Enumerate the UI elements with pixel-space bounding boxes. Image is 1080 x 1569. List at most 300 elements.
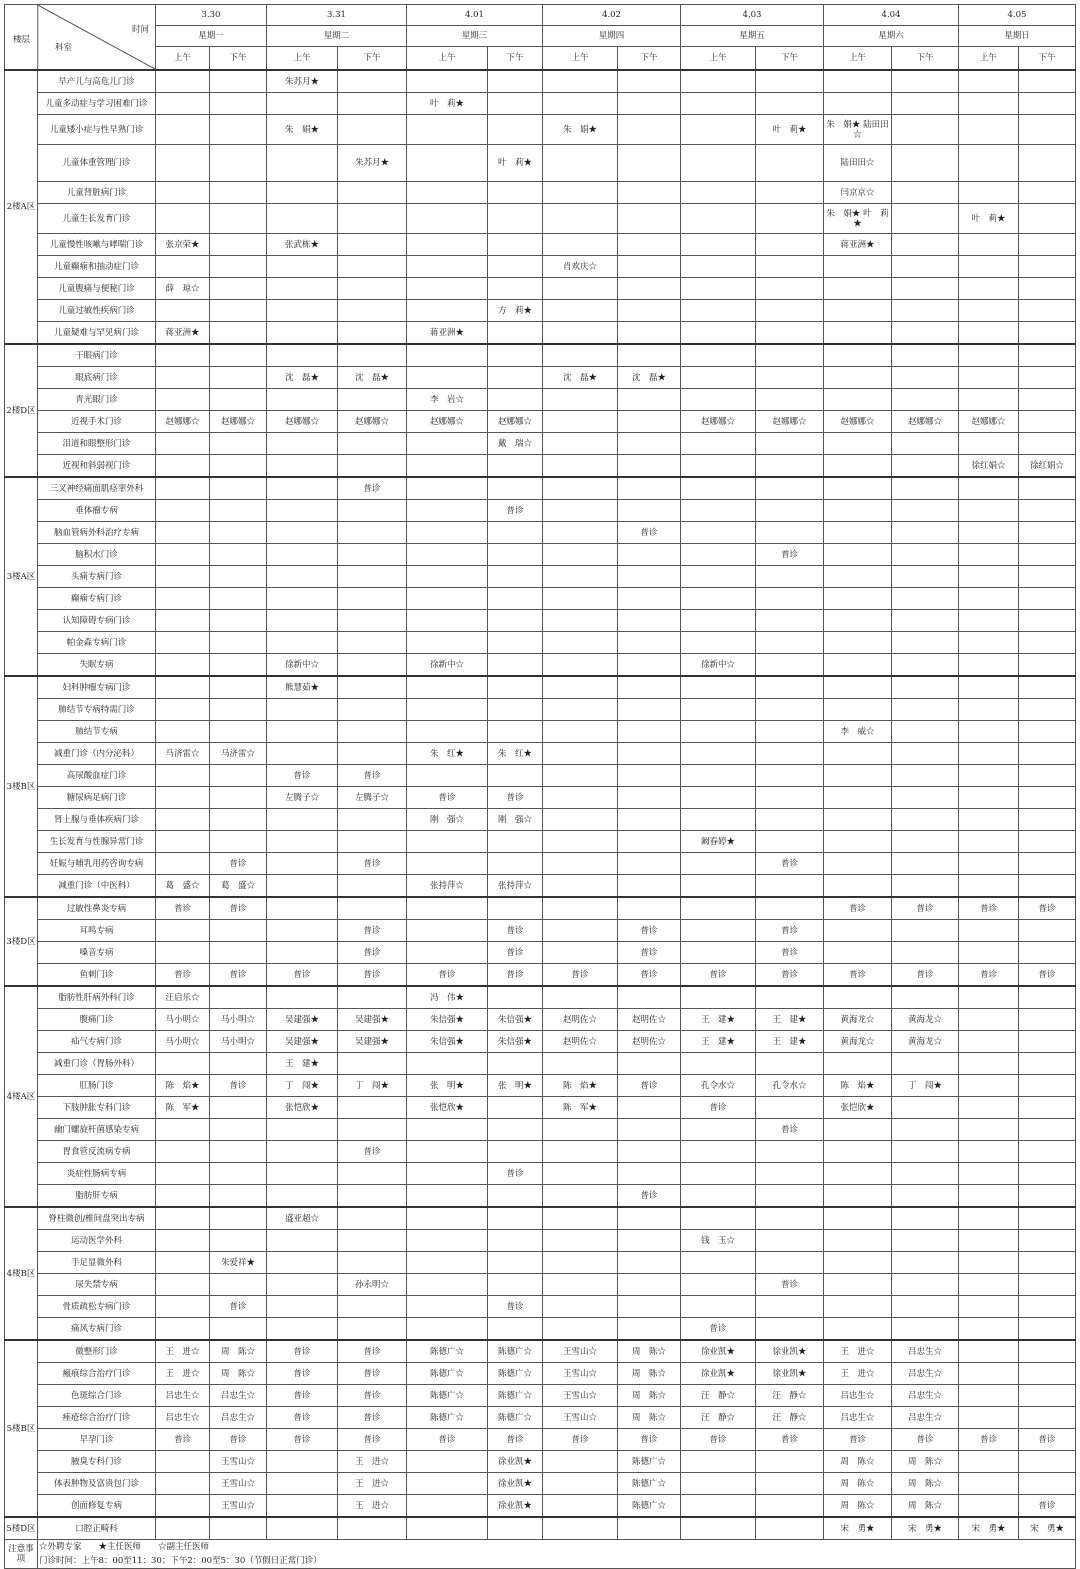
am-doctor-cell bbox=[543, 544, 618, 566]
schedule-header bbox=[5, 5, 1076, 71]
am-doctor-cell bbox=[267, 1451, 338, 1473]
am-doctor-cell: 普诊 bbox=[681, 1429, 756, 1451]
pm-doctor-cell bbox=[892, 1163, 959, 1185]
weekday-header: 星期五 bbox=[681, 26, 824, 47]
pm-doctor-cell bbox=[210, 676, 267, 699]
department-name: 三叉神经痛面肌痉挛外科 bbox=[38, 477, 156, 500]
am-doctor-cell: 张恺欣★ bbox=[267, 1097, 338, 1119]
am-doctor-cell: 普诊 bbox=[407, 1429, 488, 1451]
pm-doctor-cell bbox=[488, 1119, 543, 1141]
am-doctor-cell: 赵明佐☆ bbox=[543, 1009, 618, 1031]
pm-doctor-cell bbox=[210, 986, 267, 1009]
am-doctor-cell bbox=[156, 1296, 210, 1318]
pm-doctor-cell bbox=[1019, 278, 1076, 300]
department-name: 早孕门诊 bbox=[38, 1429, 156, 1451]
pm-doctor-cell: 普诊 bbox=[488, 964, 543, 987]
schedule-row bbox=[5, 654, 1076, 677]
am-doctor-cell bbox=[959, 986, 1019, 1009]
am-doctor-cell bbox=[543, 322, 618, 345]
am-doctor-cell bbox=[156, 522, 210, 544]
pm-doctor-cell bbox=[892, 300, 959, 322]
am-doctor-cell: 陈德广☆ bbox=[407, 1385, 488, 1407]
pm-doctor-cell bbox=[618, 256, 681, 278]
am-doctor-cell: 张恺欣★ bbox=[824, 1097, 892, 1119]
pm-doctor-cell bbox=[210, 145, 267, 182]
pm-doctor-cell bbox=[756, 300, 824, 322]
pm-doctor-cell bbox=[756, 875, 824, 898]
pm-doctor-cell bbox=[210, 256, 267, 278]
pm-doctor-cell bbox=[756, 897, 824, 920]
department-name: 儿童生长发育门诊 bbox=[38, 204, 156, 234]
am-doctor-cell bbox=[681, 522, 756, 544]
am-doctor-cell bbox=[156, 182, 210, 204]
pm-header: 下午 bbox=[1019, 47, 1076, 71]
pm-doctor-cell: 吕忠生☆ bbox=[892, 1340, 959, 1363]
am-doctor-cell bbox=[543, 743, 618, 765]
am-doctor-cell bbox=[267, 433, 338, 455]
pm-doctor-cell bbox=[488, 1053, 543, 1075]
am-doctor-cell bbox=[824, 986, 892, 1009]
schedule-row bbox=[5, 367, 1076, 389]
am-doctor-cell bbox=[824, 920, 892, 942]
am-doctor-cell bbox=[959, 875, 1019, 898]
pm-doctor-cell bbox=[488, 477, 543, 500]
date-header: 4.03 bbox=[681, 5, 824, 26]
pm-doctor-cell bbox=[1019, 1075, 1076, 1097]
am-doctor-cell bbox=[681, 1141, 756, 1163]
schedule-body bbox=[5, 70, 1076, 1540]
am-doctor-cell bbox=[681, 145, 756, 182]
pm-doctor-cell bbox=[618, 566, 681, 588]
pm-doctor-cell bbox=[618, 1252, 681, 1274]
am-doctor-cell bbox=[959, 1495, 1019, 1518]
am-doctor-cell: 徐业凯★ bbox=[681, 1363, 756, 1385]
am-doctor-cell bbox=[156, 1252, 210, 1274]
am-doctor-cell bbox=[959, 1296, 1019, 1318]
am-doctor-cell: 宋 勇★ bbox=[959, 1517, 1019, 1540]
pm-doctor-cell bbox=[488, 566, 543, 588]
pm-doctor-cell: 孙永明☆ bbox=[338, 1274, 407, 1296]
pm-doctor-cell bbox=[488, 344, 543, 367]
am-doctor-cell: 普诊 bbox=[959, 1429, 1019, 1451]
pm-doctor-cell: 普诊 bbox=[756, 942, 824, 964]
am-doctor-cell bbox=[681, 1296, 756, 1318]
am-doctor-cell: 王 建★ bbox=[267, 1053, 338, 1075]
pm-doctor-cell: 徐业凯★ bbox=[756, 1340, 824, 1363]
pm-doctor-cell: 周 陈☆ bbox=[892, 1473, 959, 1495]
am-doctor-cell bbox=[681, 278, 756, 300]
pm-doctor-cell bbox=[1019, 1185, 1076, 1208]
am-doctor-cell bbox=[824, 93, 892, 115]
am-doctor-cell: 沈 磊★ bbox=[267, 367, 338, 389]
pm-doctor-cell bbox=[618, 300, 681, 322]
department-name: 近视和斜弱视门诊 bbox=[38, 455, 156, 478]
schedule-row bbox=[5, 743, 1076, 765]
department-name: 儿童多动症与学习困难门诊 bbox=[38, 93, 156, 115]
schedule-row bbox=[5, 322, 1076, 345]
am-doctor-cell bbox=[543, 875, 618, 898]
schedule-row bbox=[5, 853, 1076, 875]
am-doctor-cell bbox=[543, 566, 618, 588]
schedule-row bbox=[5, 1097, 1076, 1119]
department-name: 运动医学外科 bbox=[38, 1230, 156, 1252]
pm-doctor-cell: 普诊 bbox=[338, 1340, 407, 1363]
pm-doctor-cell bbox=[618, 1053, 681, 1075]
schedule-row bbox=[5, 93, 1076, 115]
pm-doctor-cell: 方 莉★ bbox=[488, 300, 543, 322]
am-doctor-cell bbox=[407, 1318, 488, 1341]
am-doctor-cell bbox=[267, 204, 338, 234]
am-doctor-cell bbox=[156, 853, 210, 875]
pm-doctor-cell bbox=[488, 986, 543, 1009]
pm-doctor-cell: 普诊 bbox=[338, 1407, 407, 1429]
am-doctor-cell bbox=[156, 1318, 210, 1341]
pm-doctor-cell: 普诊 bbox=[618, 942, 681, 964]
pm-doctor-cell bbox=[892, 115, 959, 145]
pm-doctor-cell: 赵明佐☆ bbox=[618, 1009, 681, 1031]
am-doctor-cell bbox=[959, 654, 1019, 677]
am-doctor-cell bbox=[681, 1517, 756, 1540]
am-doctor-cell: 蒋亚洲★ bbox=[407, 322, 488, 345]
department-name: 早产儿与高危儿门诊 bbox=[38, 70, 156, 93]
pm-doctor-cell bbox=[210, 322, 267, 345]
pm-doctor-cell bbox=[210, 204, 267, 234]
am-header: 上午 bbox=[824, 47, 892, 71]
am-doctor-cell bbox=[959, 920, 1019, 942]
pm-doctor-cell bbox=[210, 115, 267, 145]
pm-doctor-cell: 普诊 bbox=[338, 1429, 407, 1451]
am-doctor-cell: 王雪山☆ bbox=[543, 1363, 618, 1385]
pm-doctor-cell bbox=[1019, 1053, 1076, 1075]
am-doctor-cell bbox=[156, 1274, 210, 1296]
pm-doctor-cell bbox=[1019, 676, 1076, 699]
pm-doctor-cell bbox=[338, 544, 407, 566]
am-doctor-cell bbox=[267, 544, 338, 566]
am-doctor-cell bbox=[959, 1363, 1019, 1385]
pm-doctor-cell bbox=[892, 367, 959, 389]
pm-doctor-cell: 陈德广☆ bbox=[618, 1451, 681, 1473]
am-doctor-cell: 吴建强★ bbox=[267, 1031, 338, 1053]
am-doctor-cell bbox=[824, 1252, 892, 1274]
pm-doctor-cell bbox=[756, 455, 824, 478]
am-doctor-cell: 吴建强★ bbox=[267, 1009, 338, 1031]
schedule-row bbox=[5, 1407, 1076, 1429]
pm-doctor-cell bbox=[1019, 1473, 1076, 1495]
am-doctor-cell bbox=[543, 500, 618, 522]
pm-doctor-cell: 普诊 bbox=[756, 920, 824, 942]
pm-doctor-cell: 吕忠生☆ bbox=[210, 1407, 267, 1429]
schedule-row bbox=[5, 1451, 1076, 1473]
department-name: 帕金森专病门诊 bbox=[38, 632, 156, 654]
pm-doctor-cell bbox=[756, 70, 824, 93]
pm-doctor-cell bbox=[210, 300, 267, 322]
pm-doctor-cell: 徐业凯★ bbox=[756, 1363, 824, 1385]
am-doctor-cell bbox=[267, 1274, 338, 1296]
pm-doctor-cell: 普诊 bbox=[892, 1429, 959, 1451]
am-doctor-cell bbox=[681, 544, 756, 566]
am-doctor-cell bbox=[267, 522, 338, 544]
am-doctor-cell bbox=[407, 1185, 488, 1208]
am-doctor-cell: 张武栋★ bbox=[267, 234, 338, 256]
am-doctor-cell bbox=[681, 1185, 756, 1208]
am-doctor-cell bbox=[156, 1207, 210, 1230]
am-doctor-cell bbox=[267, 632, 338, 654]
am-doctor-cell bbox=[959, 566, 1019, 588]
am-doctor-cell: 周 陈☆ bbox=[824, 1451, 892, 1473]
am-doctor-cell bbox=[543, 204, 618, 234]
pm-doctor-cell: 马小明☆ bbox=[210, 1031, 267, 1053]
am-doctor-cell: 张持萍☆ bbox=[407, 875, 488, 898]
schedule-row bbox=[5, 897, 1076, 920]
am-header: 上午 bbox=[156, 47, 210, 71]
pm-doctor-cell: 徐红娟☆ bbox=[1019, 455, 1076, 478]
pm-doctor-cell bbox=[338, 455, 407, 478]
pm-doctor-cell bbox=[892, 344, 959, 367]
pm-doctor-cell bbox=[210, 544, 267, 566]
am-doctor-cell bbox=[681, 1451, 756, 1473]
am-doctor-cell bbox=[681, 1252, 756, 1274]
department-name: 过敏性鼻炎专病 bbox=[38, 897, 156, 920]
header-corner bbox=[5, 5, 156, 71]
am-doctor-cell bbox=[681, 632, 756, 654]
pm-doctor-cell bbox=[618, 1097, 681, 1119]
department-name: 减重门诊（胃肠外科） bbox=[38, 1053, 156, 1075]
pm-doctor-cell bbox=[1019, 1340, 1076, 1363]
am-doctor-cell bbox=[156, 389, 210, 411]
schedule-row bbox=[5, 1252, 1076, 1274]
am-doctor-cell bbox=[959, 787, 1019, 809]
am-doctor-cell: 陈 焰★ bbox=[543, 1075, 618, 1097]
am-doctor-cell: 王 建★ bbox=[681, 1031, 756, 1053]
pm-doctor-cell bbox=[892, 1097, 959, 1119]
am-doctor-cell bbox=[824, 455, 892, 478]
notes-section bbox=[5, 1540, 1076, 1569]
department-name: 肺结节专病 bbox=[38, 721, 156, 743]
am-doctor-cell bbox=[156, 500, 210, 522]
pm-doctor-cell: 普诊 bbox=[756, 853, 824, 875]
am-doctor-cell bbox=[156, 787, 210, 809]
am-doctor-cell bbox=[156, 765, 210, 787]
pm-doctor-cell bbox=[210, 1141, 267, 1163]
am-doctor-cell bbox=[543, 300, 618, 322]
am-doctor-cell bbox=[824, 809, 892, 831]
am-doctor-cell bbox=[267, 344, 338, 367]
am-doctor-cell bbox=[267, 145, 338, 182]
am-doctor-cell: 陈 军★ bbox=[543, 1097, 618, 1119]
pm-doctor-cell bbox=[488, 699, 543, 721]
am-doctor-cell bbox=[681, 367, 756, 389]
am-doctor-cell bbox=[959, 676, 1019, 699]
pm-doctor-cell: 孔令水☆ bbox=[756, 1075, 824, 1097]
am-doctor-cell: 赵娜娜☆ bbox=[959, 411, 1019, 433]
pm-doctor-cell bbox=[892, 70, 959, 93]
pm-doctor-cell: 马小明☆ bbox=[210, 1009, 267, 1031]
pm-doctor-cell bbox=[338, 182, 407, 204]
pm-doctor-cell bbox=[1019, 500, 1076, 522]
pm-doctor-cell bbox=[338, 1517, 407, 1540]
department-name: 近视手术门诊 bbox=[38, 411, 156, 433]
pm-doctor-cell: 普诊 bbox=[338, 920, 407, 942]
pm-doctor-cell: 赵娜娜☆ bbox=[756, 411, 824, 433]
pm-doctor-cell bbox=[488, 1252, 543, 1274]
am-doctor-cell: 王 进☆ bbox=[824, 1363, 892, 1385]
department-name: 儿童腹痛与便秘门诊 bbox=[38, 278, 156, 300]
am-doctor-cell: 普诊 bbox=[156, 1429, 210, 1451]
am-doctor-cell bbox=[407, 588, 488, 610]
am-doctor-cell bbox=[407, 699, 488, 721]
am-doctor-cell bbox=[959, 1252, 1019, 1274]
am-doctor-cell bbox=[543, 455, 618, 478]
pm-doctor-cell: 周 陈☆ bbox=[892, 1451, 959, 1473]
pm-doctor-cell bbox=[618, 278, 681, 300]
am-doctor-cell: 赵娜娜☆ bbox=[681, 411, 756, 433]
am-doctor-cell: 普诊 bbox=[543, 1429, 618, 1451]
pm-doctor-cell bbox=[338, 1230, 407, 1252]
pm-doctor-cell bbox=[488, 721, 543, 743]
pm-doctor-cell bbox=[1019, 743, 1076, 765]
am-doctor-cell bbox=[681, 610, 756, 632]
pm-doctor-cell: 普诊 bbox=[338, 1141, 407, 1163]
department-name: 瘢痕综合治疗门诊 bbox=[38, 1363, 156, 1385]
pm-doctor-cell: 徐业凯★ bbox=[488, 1473, 543, 1495]
am-doctor-cell: 熊慧茹★ bbox=[267, 676, 338, 699]
pm-doctor-cell bbox=[1019, 1097, 1076, 1119]
pm-doctor-cell bbox=[488, 1097, 543, 1119]
am-doctor-cell bbox=[681, 566, 756, 588]
pm-doctor-cell bbox=[618, 1141, 681, 1163]
pm-doctor-cell bbox=[1019, 654, 1076, 677]
am-doctor-cell bbox=[267, 588, 338, 610]
department-name: 下肢肿胀专科门诊 bbox=[38, 1097, 156, 1119]
pm-doctor-cell bbox=[892, 145, 959, 182]
pm-doctor-cell bbox=[1019, 1363, 1076, 1385]
schedule-row bbox=[5, 389, 1076, 411]
am-doctor-cell: 李 威☆ bbox=[824, 721, 892, 743]
am-doctor-cell: 王雪山☆ bbox=[543, 1407, 618, 1429]
am-doctor-cell bbox=[543, 344, 618, 367]
am-doctor-cell bbox=[824, 942, 892, 964]
zone-label: 3楼B区 bbox=[5, 676, 38, 897]
am-doctor-cell bbox=[543, 588, 618, 610]
pm-doctor-cell: 普诊 bbox=[488, 1296, 543, 1318]
department-name: 疝气专病门诊 bbox=[38, 1031, 156, 1053]
pm-doctor-cell bbox=[210, 566, 267, 588]
pm-doctor-cell bbox=[1019, 853, 1076, 875]
pm-doctor-cell: 普诊 bbox=[210, 1429, 267, 1451]
am-doctor-cell: 王 进☆ bbox=[156, 1363, 210, 1385]
pm-doctor-cell: 普诊 bbox=[756, 964, 824, 987]
am-doctor-cell bbox=[681, 787, 756, 809]
pm-doctor-cell bbox=[338, 70, 407, 93]
pm-doctor-cell bbox=[756, 1473, 824, 1495]
pm-doctor-cell: 朱信强★ bbox=[488, 1009, 543, 1031]
am-doctor-cell bbox=[824, 300, 892, 322]
am-doctor-cell bbox=[824, 676, 892, 699]
am-doctor-cell: 朱 娟★ bbox=[543, 115, 618, 145]
pm-doctor-cell: 周 陈☆ bbox=[618, 1385, 681, 1407]
pm-doctor-cell bbox=[892, 566, 959, 588]
am-doctor-cell bbox=[267, 1185, 338, 1208]
am-doctor-cell bbox=[824, 1230, 892, 1252]
schedule-row bbox=[5, 204, 1076, 234]
am-doctor-cell: 黄海龙☆ bbox=[824, 1009, 892, 1031]
pm-doctor-cell bbox=[892, 1185, 959, 1208]
pm-doctor-cell bbox=[892, 322, 959, 345]
department-name: 青光眼门诊 bbox=[38, 389, 156, 411]
am-doctor-cell bbox=[543, 765, 618, 787]
am-doctor-cell bbox=[543, 1473, 618, 1495]
am-doctor-cell bbox=[824, 632, 892, 654]
pm-doctor-cell: 普诊 bbox=[338, 765, 407, 787]
am-doctor-cell bbox=[543, 1163, 618, 1185]
pm-doctor-cell: 王雪山☆ bbox=[210, 1495, 267, 1518]
pm-doctor-cell bbox=[1019, 367, 1076, 389]
pm-doctor-cell bbox=[1019, 942, 1076, 964]
pm-doctor-cell bbox=[892, 204, 959, 234]
am-doctor-cell: 冯 伟★ bbox=[407, 986, 488, 1009]
pm-doctor-cell: 戴 瑞☆ bbox=[488, 433, 543, 455]
pm-doctor-cell bbox=[488, 115, 543, 145]
am-doctor-cell bbox=[543, 942, 618, 964]
pm-doctor-cell: 沈 磊★ bbox=[618, 367, 681, 389]
am-doctor-cell bbox=[681, 256, 756, 278]
am-doctor-cell bbox=[543, 278, 618, 300]
pm-doctor-cell bbox=[892, 455, 959, 478]
notes-label: 注意事项 bbox=[5, 1540, 38, 1569]
pm-doctor-cell bbox=[892, 433, 959, 455]
am-doctor-cell bbox=[824, 654, 892, 677]
pm-doctor-cell bbox=[1019, 1207, 1076, 1230]
schedule-row bbox=[5, 588, 1076, 610]
pm-doctor-cell bbox=[488, 632, 543, 654]
am-doctor-cell bbox=[824, 1053, 892, 1075]
pm-doctor-cell bbox=[618, 809, 681, 831]
am-doctor-cell: 普诊 bbox=[267, 1407, 338, 1429]
pm-doctor-cell bbox=[1019, 721, 1076, 743]
am-doctor-cell bbox=[543, 676, 618, 699]
am-doctor-cell: 普诊 bbox=[824, 897, 892, 920]
pm-doctor-cell bbox=[618, 1119, 681, 1141]
am-doctor-cell: 普诊 bbox=[156, 897, 210, 920]
weekday-header: 星期一 bbox=[156, 26, 267, 47]
am-doctor-cell bbox=[407, 278, 488, 300]
pm-doctor-cell bbox=[488, 1207, 543, 1230]
department-name: 减重门诊（内分泌科） bbox=[38, 743, 156, 765]
am-doctor-cell bbox=[407, 942, 488, 964]
am-doctor-cell bbox=[681, 1473, 756, 1495]
pm-doctor-cell bbox=[1019, 433, 1076, 455]
pm-doctor-cell bbox=[210, 632, 267, 654]
department-name: 肛肠门诊 bbox=[38, 1075, 156, 1097]
pm-doctor-cell bbox=[756, 500, 824, 522]
am-doctor-cell: 丁 闯★ bbox=[267, 1075, 338, 1097]
am-doctor-cell bbox=[681, 743, 756, 765]
pm-doctor-cell: 吕忠生☆ bbox=[210, 1385, 267, 1407]
am-doctor-cell bbox=[681, 809, 756, 831]
am-doctor-cell bbox=[407, 1119, 488, 1141]
pm-doctor-cell: 陈德广☆ bbox=[618, 1473, 681, 1495]
schedule-row bbox=[5, 1119, 1076, 1141]
am-doctor-cell: 王雪山☆ bbox=[543, 1340, 618, 1363]
pm-doctor-cell bbox=[210, 1163, 267, 1185]
am-doctor-cell bbox=[681, 93, 756, 115]
am-doctor-cell bbox=[267, 1119, 338, 1141]
pm-doctor-cell: 赵娜娜☆ bbox=[892, 411, 959, 433]
am-doctor-cell bbox=[543, 234, 618, 256]
am-doctor-cell bbox=[824, 256, 892, 278]
am-doctor-cell bbox=[407, 70, 488, 93]
pm-doctor-cell: 王 建★ bbox=[756, 1009, 824, 1031]
